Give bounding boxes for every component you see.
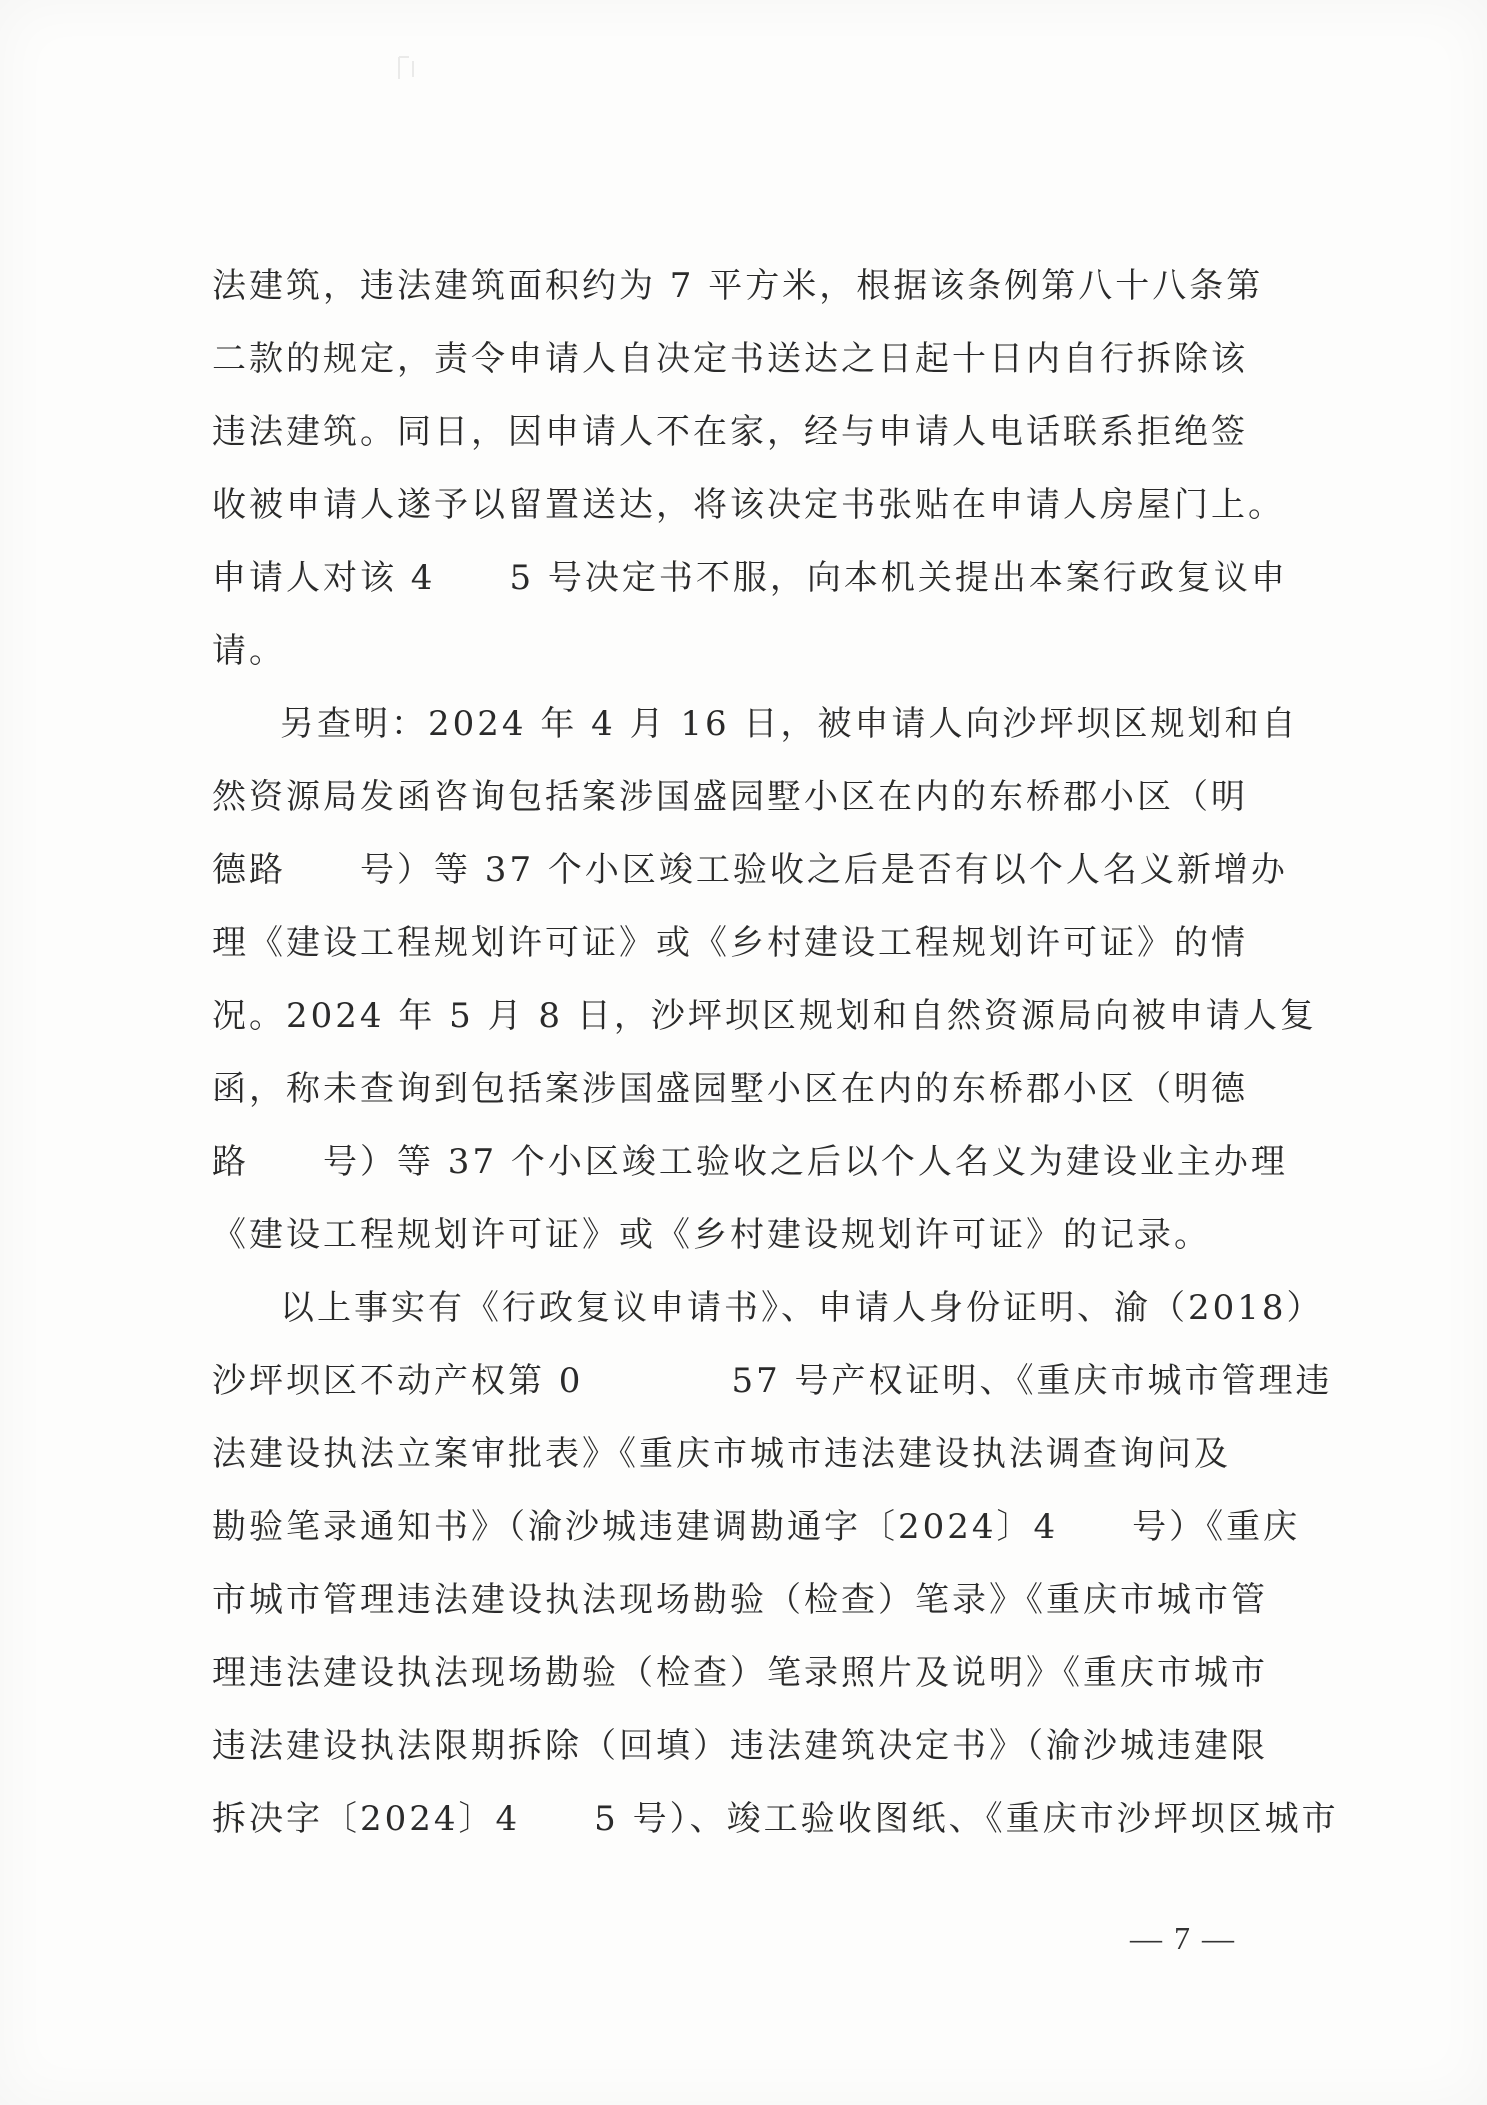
- text-line: 申请人对该 4 5 号决定书不服，向本机关提出本案行政复议申: [212, 558, 1288, 598]
- text-line: 理违法建设执法现场勘验（检查）笔录照片及说明》《重庆市城市: [212, 1653, 1268, 1693]
- text-line: 《建设工程规划许可证》或《乡村建设规划许可证》的记录。: [212, 1215, 1211, 1255]
- text-line: 收被申请人遂予以留置送达，将该决定书张贴在申请人房屋门上。: [212, 485, 1285, 525]
- text-line: 函，称未查询到包括案涉国盛园墅小区在内的东桥郡小区（明德: [212, 1069, 1248, 1109]
- text-line: 法建筑，违法建筑面积约为 7 平方米，根据该条例第八十八条第: [212, 266, 1264, 306]
- text-line: 理《建设工程规划许可证》或《乡村建设工程规划许可证》的情: [212, 923, 1248, 963]
- page-number: — 7 —: [1130, 1920, 1236, 1956]
- text-line: 违法建筑。同日，因申请人不在家，经与申请人电话联系拒绝签: [212, 412, 1248, 452]
- text-line: 拆决字〔2024〕4 5 号）、竣工验收图纸、《重庆市沙坪坝区城市: [212, 1799, 1339, 1839]
- text-line: 况。2024 年 5 月 8 日，沙坪坝区规划和自然资源局向被申请人复: [212, 996, 1317, 1036]
- text-line: 勘验笔录通知书》（渝沙城违建调勘通字〔2024〕4 号）《重庆: [212, 1507, 1301, 1547]
- text-line: 德路 号）等 37 个小区竣工验收之后是否有以个人名义新增办: [212, 850, 1288, 890]
- document-body: [212, 250, 1339, 1856]
- scan-artifact-icon: [395, 55, 417, 81]
- text-line: 路 号）等 37 个小区竣工验收之后以个人名义为建设业主办理: [212, 1142, 1288, 1182]
- text-line: 然资源局发函咨询包括案涉国盛园墅小区在内的东桥郡小区（明: [212, 777, 1248, 817]
- paragraph-start-line: 另查明：2024 年 4 月 16 日，被申请人向沙坪坝区规划和自: [280, 704, 1299, 744]
- text-line: 违法建设执法限期拆除（回填）违法建筑决定书》（渝沙城违建限: [212, 1726, 1268, 1766]
- text-line: 市城市管理违法建设执法现场勘验（检查）笔录》《重庆市城市管: [212, 1580, 1268, 1620]
- text-line: 法建设执法立案审批表》《重庆市城市违法建设执法调查询问及: [212, 1434, 1231, 1474]
- text-line: 请。: [212, 631, 286, 671]
- paragraph-start-line: 以上事实有《行政复议申请书》、申请人身份证明、渝（2018）: [280, 1288, 1324, 1328]
- text-line: 沙坪坝区不动产权第 0 57 号产权证明、《重庆市城市管理违: [212, 1361, 1333, 1401]
- text-line: 二款的规定，责令申请人自决定书送达之日起十日内自行拆除该: [212, 339, 1248, 379]
